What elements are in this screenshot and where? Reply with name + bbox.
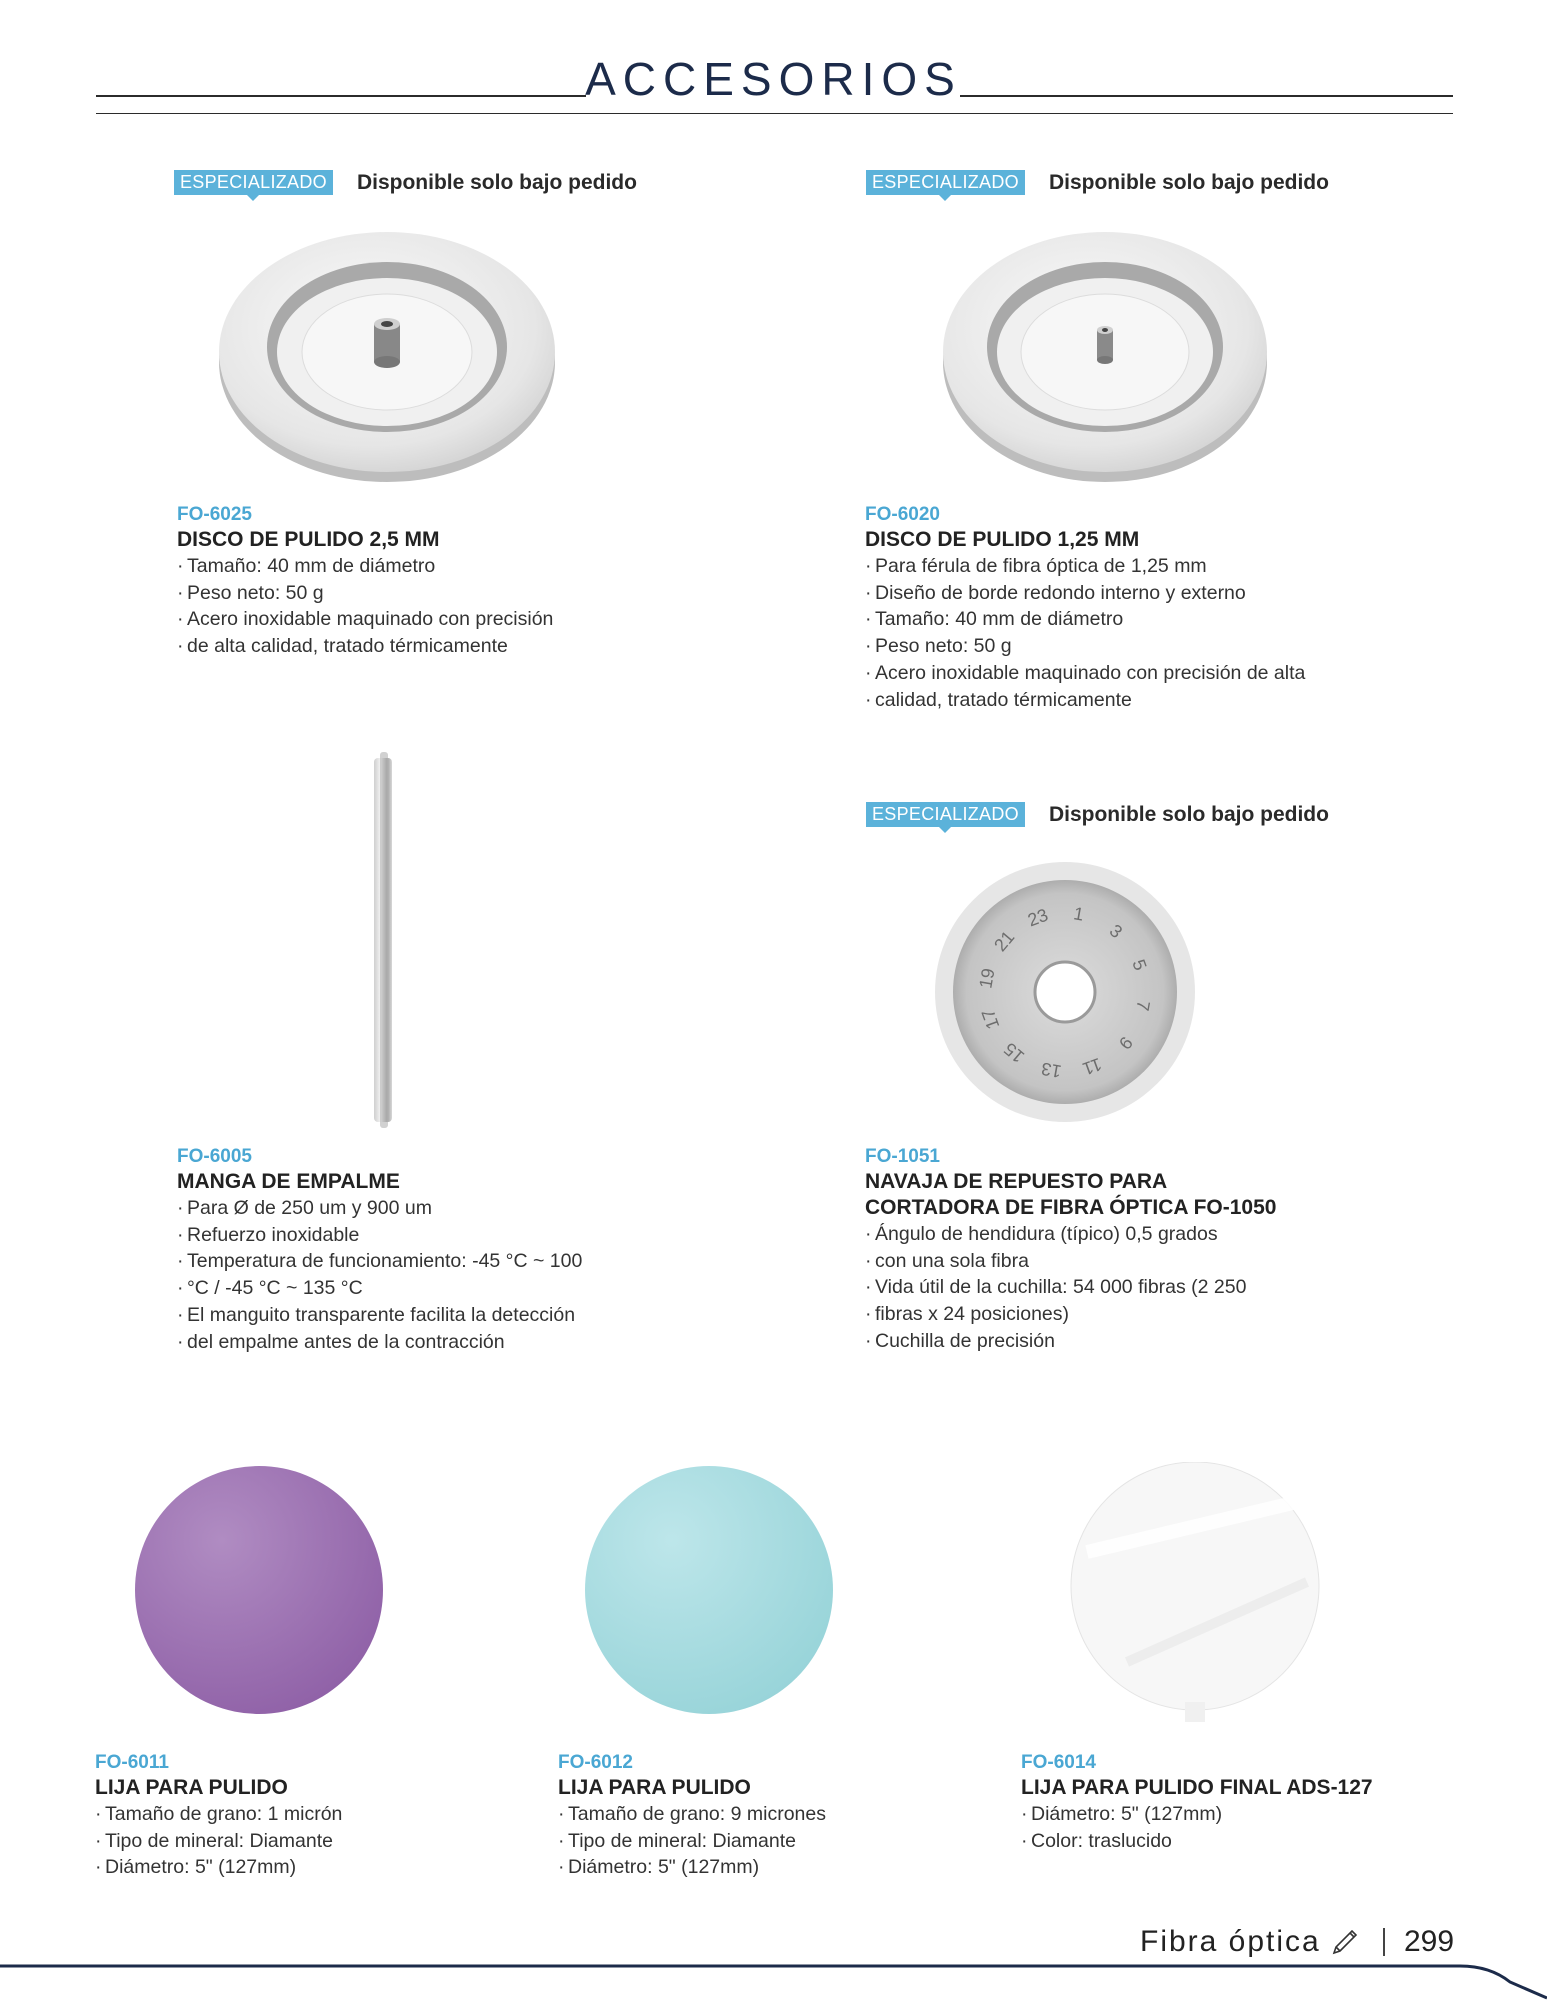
specialized-badge: ESPECIALIZADO	[866, 802, 1025, 827]
product-code: FO-1051	[865, 1146, 940, 1167]
pen-icon	[1330, 1927, 1360, 1957]
spec-item-continued: · con una sola fibra	[865, 1248, 1276, 1275]
product-code: FO-6020	[865, 504, 940, 525]
polishing-sheet-clear-image	[1067, 1462, 1323, 1724]
product-code: FO-6014	[1021, 1752, 1096, 1773]
spec-item: · Diseño de borde redondo interno y externo	[865, 580, 1305, 607]
spec-item: · Diámetro: 5" (127mm)	[1021, 1801, 1373, 1828]
product-fo6014	[1021, 1750, 1373, 1854]
product-name-line1: NAVAJA DE REPUESTO PARA	[865, 1170, 1168, 1193]
product-fo6012	[558, 1750, 826, 1881]
dial-number: 23	[1025, 904, 1051, 931]
polishing-sheet-blue-image	[583, 1464, 835, 1716]
spec-item: · Peso neto: 50 g	[177, 580, 553, 607]
dial-number: 1	[1072, 903, 1086, 925]
footer-separator	[1383, 1928, 1385, 1956]
spec-item-continued: · fibras x 24 posiciones)	[865, 1301, 1276, 1328]
spec-item: · Acero inoxidable maquinado con precisión de alta	[865, 660, 1305, 687]
availability-note: Disponible solo bajo pedido	[1048, 170, 1329, 194]
spec-item: · Cuchilla de precisión	[865, 1328, 1276, 1355]
product-code: FO-6005	[177, 1146, 252, 1167]
product-fo1051	[865, 1144, 1276, 1355]
specialized-badge: ESPECIALIZADO	[174, 170, 333, 195]
spec-item: · Tamaño de grano: 9 micrones	[558, 1801, 826, 1828]
spec-item: · Diámetro: 5" (127mm)	[95, 1854, 342, 1881]
product-name: LIJA PARA PULIDO	[95, 1776, 288, 1799]
spec-item-continued: · de alta calidad, tratado térmicamente	[177, 633, 553, 660]
page-title: ACCESORIOS	[585, 53, 962, 105]
footer-section-label	[1140, 1925, 1321, 1959]
dial-number: 3	[1105, 920, 1127, 943]
spec-item: · Tamaño: 40 mm de diámetro	[865, 606, 1305, 633]
spec-item: · Acero inoxidable maquinado con precisión	[177, 606, 553, 633]
badge-row-fo1051	[866, 802, 1329, 827]
spec-item: · Ángulo de hendidura (típico) 0,5 grados	[865, 1221, 1276, 1248]
availability-note: Disponible solo bajo pedido	[1048, 802, 1329, 826]
badge-row-fo6020	[866, 170, 1329, 195]
spec-item: · Para Ø de 250 um y 900 um	[177, 1195, 582, 1222]
product-code: FO-6025	[177, 504, 252, 525]
product-name: MANGA DE EMPALME	[177, 1170, 400, 1193]
spec-item: · Tipo de mineral: Diamante	[95, 1828, 342, 1855]
spec-item-continued: · calidad, tratado térmicamente	[865, 687, 1305, 714]
dial-number: 15	[999, 1038, 1029, 1067]
spec-item-continued: · °C / -45 °C ~ 135 °C	[177, 1275, 582, 1302]
spec-item: · Tamaño: 40 mm de diámetro	[177, 553, 553, 580]
dial-number: 17	[977, 1006, 1004, 1032]
product-code: FO-6012	[558, 1752, 633, 1773]
dial-number: 9	[1114, 1032, 1137, 1054]
polishing-sheet-purple-image	[133, 1464, 385, 1716]
product-name-line2: CORTADORA DE FIBRA ÓPTICA FO-1050	[865, 1196, 1277, 1219]
spec-item: · Tipo de mineral: Diamante	[558, 1828, 826, 1855]
spec-item: · El manguito transparente facilita la detección	[177, 1302, 582, 1329]
footer-curve-line	[0, 1962, 1547, 2000]
header-line-full	[96, 113, 1453, 114]
dial-number: 11	[1079, 1053, 1105, 1080]
spec-item: · Temperatura de funcionamiento: -45 °C ~ 100	[177, 1248, 582, 1275]
spec-item: · Vida útil de la cuchilla: 54 000 fibras (2 250	[865, 1274, 1276, 1301]
dial-number: 19	[975, 966, 999, 990]
product-fo6005	[177, 1144, 582, 1355]
footer-section-text: Fibra óptica	[1140, 1925, 1321, 1958]
spec-item: · Tamaño de grano: 1 micrón	[95, 1801, 342, 1828]
availability-note: Disponible solo bajo pedido	[356, 170, 637, 194]
product-fo6020	[865, 502, 1305, 713]
header-line-left	[96, 95, 586, 97]
product-code: FO-6011	[95, 1752, 169, 1773]
product-fo6025	[177, 502, 553, 660]
spec-item: · Color: traslucido	[1021, 1828, 1373, 1855]
product-name: DISCO DE PULIDO 1,25 MM	[865, 528, 1140, 551]
spec-item: · Para férula de fibra óptica de 1,25 mm	[865, 553, 1305, 580]
badge-row-fo6025	[174, 170, 637, 195]
polishing-disc-2-5-image	[215, 222, 560, 487]
product-fo6011	[95, 1750, 342, 1881]
dial-number: 5	[1128, 956, 1151, 973]
spec-item-continued: · del empalme antes de la contracción	[177, 1329, 582, 1356]
spec-item: · Diámetro: 5" (127mm)	[558, 1854, 826, 1881]
spec-item: · Refuerzo inoxidable	[177, 1222, 582, 1249]
product-name: LIJA PARA PULIDO FINAL ADS-127	[1021, 1776, 1373, 1799]
page-number: 299	[1404, 1925, 1455, 1958]
dial-number: 7	[1132, 999, 1154, 1013]
polishing-disc-1-25-image	[940, 222, 1285, 487]
splice-sleeve-image	[368, 750, 398, 1130]
spec-item: · Peso neto: 50 g	[865, 633, 1305, 660]
product-name: DISCO DE PULIDO 2,5 MM	[177, 528, 440, 551]
replacement-blade-image	[925, 862, 1205, 1127]
header-line-right	[960, 95, 1453, 97]
specialized-badge: ESPECIALIZADO	[866, 170, 1025, 195]
product-name: LIJA PARA PULIDO	[558, 1776, 751, 1799]
dial-number: 13	[1039, 1058, 1063, 1082]
dial-number: 21	[990, 926, 1019, 956]
